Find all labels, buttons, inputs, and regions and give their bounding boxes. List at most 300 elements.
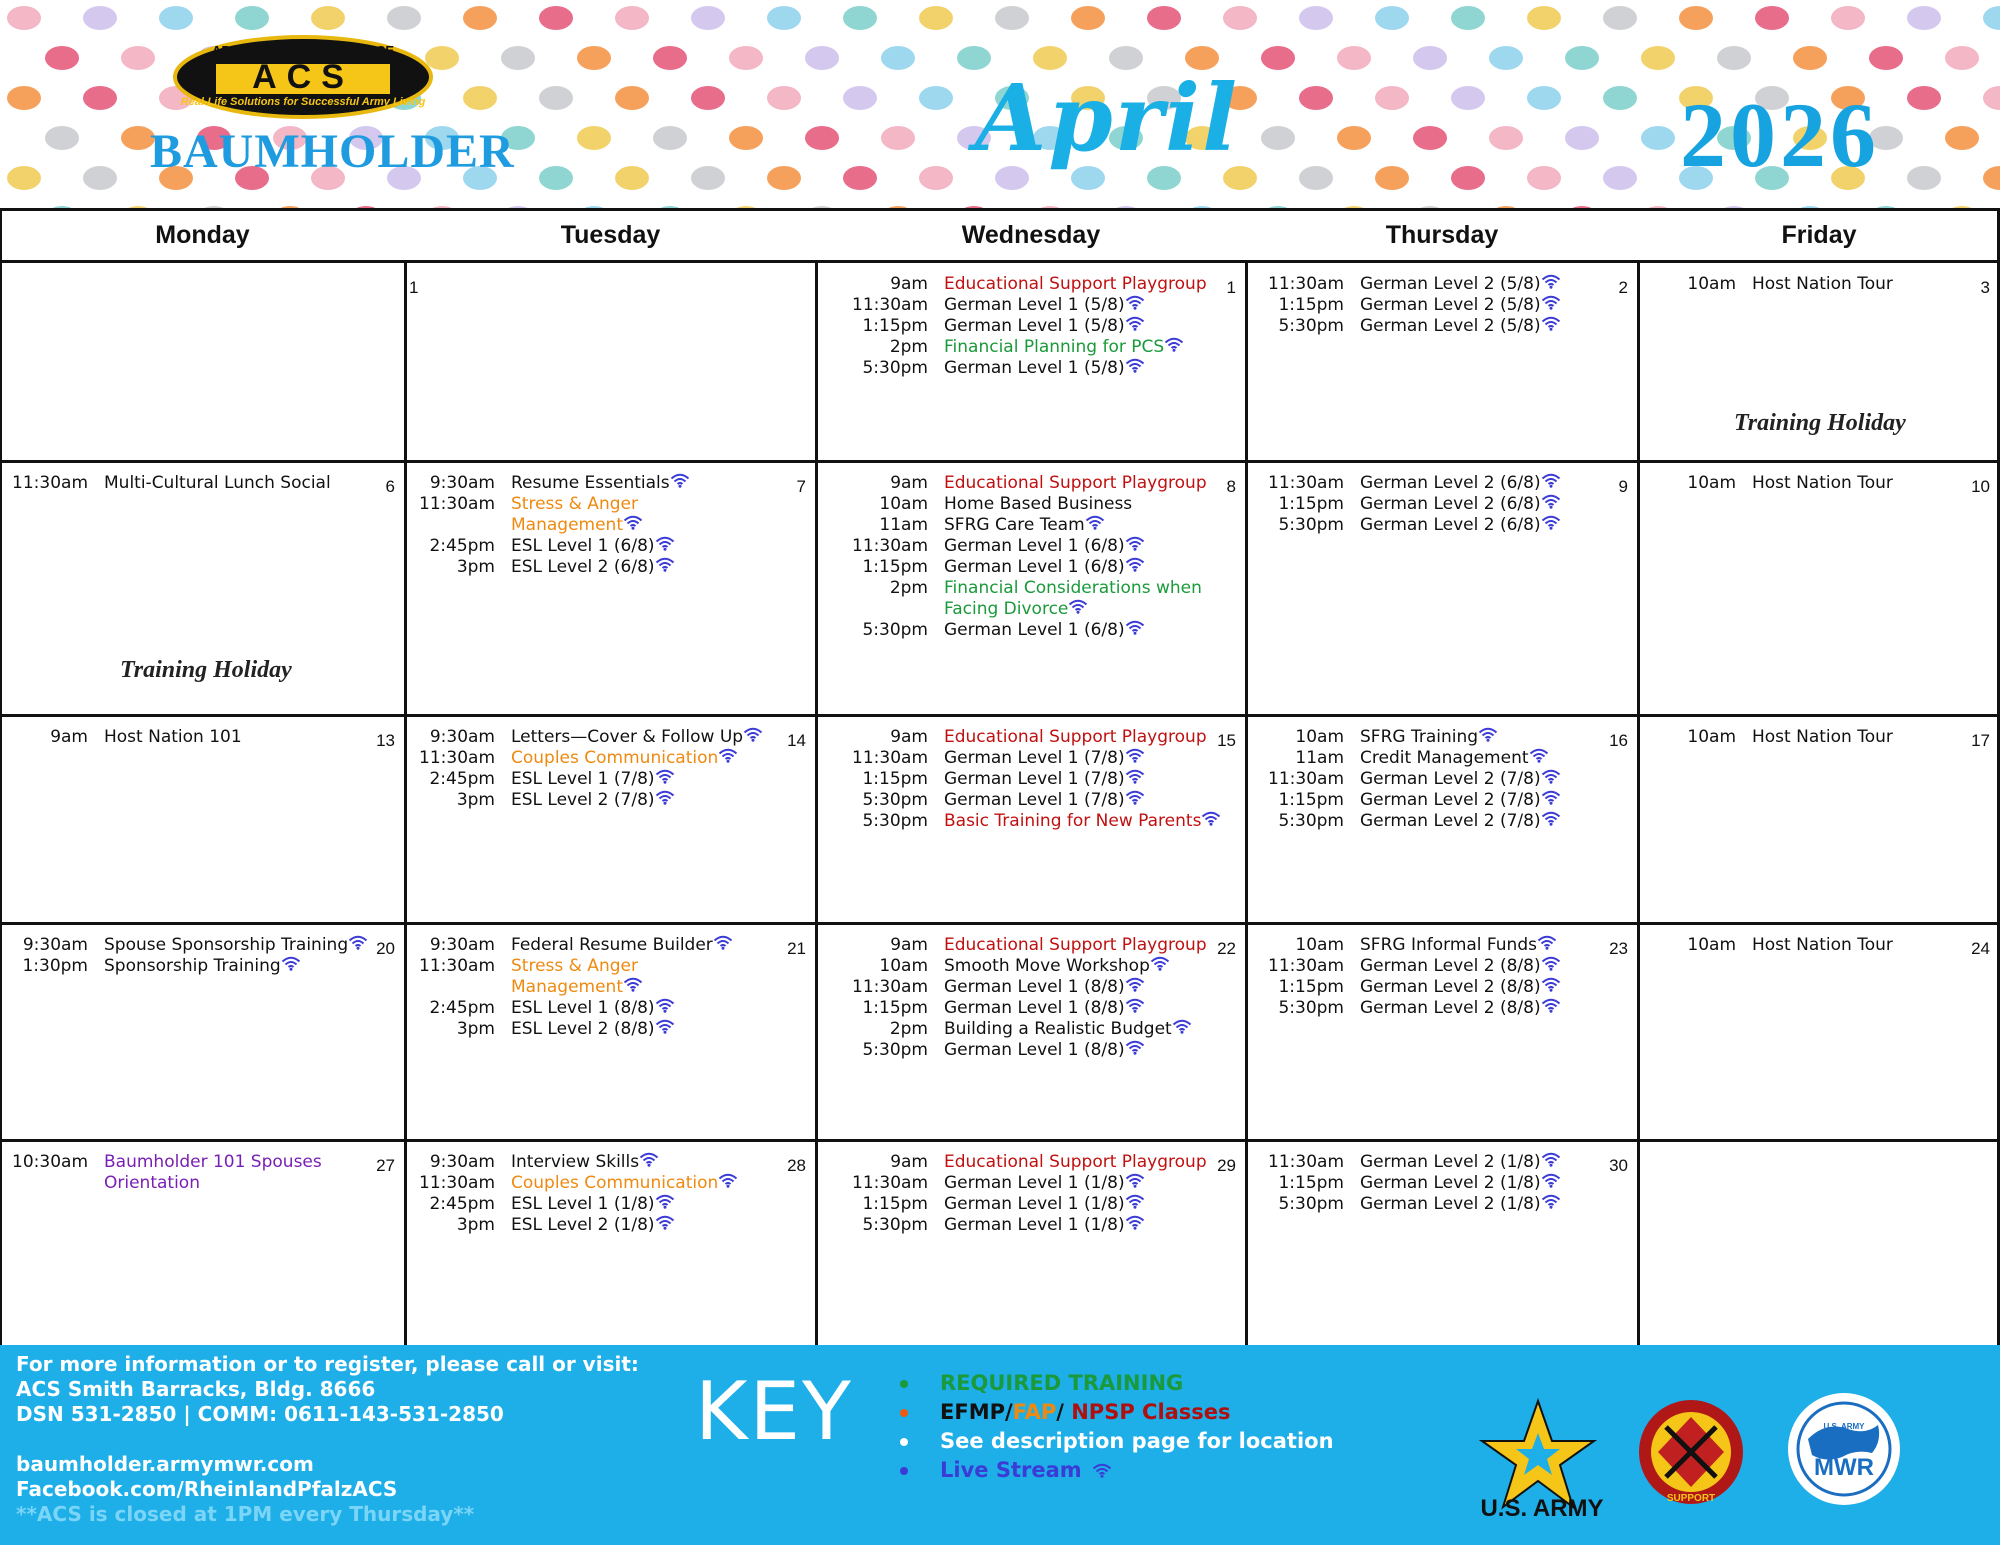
event-name: Stress & Anger bbox=[511, 956, 638, 976]
website-link[interactable]: baumholder.armymwr.com bbox=[16, 1452, 314, 1476]
event-name: Educational Support Playgroup bbox=[944, 727, 1207, 747]
day-number: 15 bbox=[1217, 731, 1236, 750]
event-item[interactable] bbox=[1246, 295, 1561, 316]
banner-dot bbox=[577, 126, 611, 150]
banner-dot bbox=[691, 6, 725, 30]
day-cell[interactable] bbox=[816, 1140, 1246, 1345]
wifi-live-stream-icon bbox=[1478, 727, 1498, 742]
banner-dot bbox=[463, 6, 497, 30]
event-time: 1:15pm bbox=[1278, 1173, 1344, 1193]
wifi-live-stream-icon bbox=[1541, 977, 1561, 992]
wifi-live-stream-icon bbox=[1541, 515, 1561, 530]
banner-dot bbox=[1337, 46, 1371, 70]
event-item[interactable] bbox=[1246, 935, 1557, 956]
event-name: German Level 1 (7/8) bbox=[944, 790, 1145, 811]
day-number: 30 bbox=[1609, 1156, 1628, 1175]
banner-dot bbox=[1261, 126, 1295, 150]
event-time: 2:45pm bbox=[429, 998, 495, 1018]
event-item[interactable] bbox=[816, 473, 1207, 494]
event-item[interactable] bbox=[1246, 769, 1561, 790]
day-cell[interactable] bbox=[1246, 715, 1638, 923]
day-number: 8 bbox=[1226, 477, 1236, 496]
event-time: 9am bbox=[890, 473, 928, 493]
event-time: 11:30am bbox=[852, 1173, 928, 1193]
event-name: Stress & Anger bbox=[511, 494, 638, 514]
banner-dot bbox=[1489, 126, 1523, 150]
day-cell[interactable] bbox=[0, 1140, 405, 1345]
event-item[interactable] bbox=[1246, 790, 1561, 811]
event-item[interactable] bbox=[405, 494, 638, 515]
wifi-live-stream-icon bbox=[1541, 811, 1561, 826]
event-item[interactable] bbox=[405, 1173, 738, 1194]
key-required: REQUIRED TRAINING bbox=[900, 1369, 1334, 1398]
event-item[interactable] bbox=[405, 977, 643, 998]
banner-dot bbox=[387, 6, 421, 30]
wifi-live-stream-icon bbox=[623, 515, 643, 530]
event-item[interactable] bbox=[1246, 274, 1561, 295]
wifi-live-stream-icon bbox=[655, 790, 675, 805]
banner-dot bbox=[1375, 6, 1409, 30]
grid-line bbox=[0, 922, 2000, 925]
day-cell[interactable] bbox=[1246, 923, 1638, 1140]
event-item[interactable] bbox=[405, 536, 675, 557]
event-name: ESL Level 2 (8/8) bbox=[511, 1019, 675, 1040]
event-item[interactable] bbox=[405, 727, 763, 748]
event-item[interactable] bbox=[816, 790, 1145, 811]
event-time: 11:30am bbox=[1268, 956, 1344, 976]
grid-line bbox=[815, 262, 818, 1345]
event-name: German Level 2 (6/8) bbox=[1360, 515, 1561, 536]
event-item[interactable] bbox=[816, 620, 1145, 641]
event-name: Facing Divorce bbox=[944, 599, 1088, 620]
event-item[interactable] bbox=[816, 1173, 1145, 1194]
event-item[interactable] bbox=[0, 956, 301, 977]
event-time: 1:15pm bbox=[862, 557, 928, 577]
day-cell[interactable] bbox=[1246, 461, 1638, 715]
wifi-live-stream-icon bbox=[1125, 977, 1145, 992]
day-cell[interactable] bbox=[405, 923, 816, 1140]
event-item[interactable] bbox=[0, 1152, 322, 1173]
wifi-live-stream-icon bbox=[1541, 790, 1561, 805]
event-name: German Level 1 (8/8) bbox=[944, 977, 1145, 998]
banner-dot bbox=[1717, 46, 1751, 70]
event-time: 11:30am bbox=[419, 748, 495, 768]
wifi-live-stream-icon bbox=[1125, 536, 1145, 551]
event-time: 1:15pm bbox=[1278, 790, 1344, 810]
wifi-live-stream-icon bbox=[1125, 998, 1145, 1013]
key-title: KEY bbox=[695, 1365, 853, 1458]
grid-line bbox=[0, 208, 2000, 211]
day-cell[interactable] bbox=[816, 461, 1246, 715]
wifi-live-stream-icon bbox=[1068, 599, 1088, 614]
event-item[interactable] bbox=[405, 1194, 675, 1215]
ims-crest-icon bbox=[1636, 1397, 1746, 1507]
event-item[interactable] bbox=[1246, 748, 1549, 769]
event-item[interactable] bbox=[816, 536, 1145, 557]
event-time: 5:30pm bbox=[1278, 1194, 1344, 1214]
event-item[interactable] bbox=[1246, 1194, 1561, 1215]
event-item[interactable] bbox=[405, 1152, 659, 1173]
event-item[interactable] bbox=[405, 998, 675, 1019]
mwr-globe-top-text: U.S. ARMY bbox=[1823, 1422, 1865, 1431]
banner-dot bbox=[1299, 86, 1333, 110]
event-time: 2:45pm bbox=[429, 536, 495, 556]
event-item[interactable] bbox=[405, 515, 643, 536]
event-name: Multi-Cultural Lunch Social bbox=[104, 473, 331, 493]
event-item[interactable] bbox=[816, 1215, 1145, 1236]
event-name: ESL Level 1 (7/8) bbox=[511, 769, 675, 790]
banner-dot bbox=[45, 126, 79, 150]
event-time: 11:30am bbox=[1268, 473, 1344, 493]
day-number: 6 bbox=[385, 477, 395, 496]
event-time: 9:30am bbox=[429, 727, 495, 747]
event-time: 11:30am bbox=[419, 1173, 495, 1193]
event-name: Host Nation Tour bbox=[1752, 274, 1893, 294]
contact-line bbox=[16, 1427, 639, 1452]
event-name: Financial Planning for PCS bbox=[944, 337, 1184, 358]
wifi-live-stream-icon bbox=[655, 557, 675, 572]
event-item[interactable] bbox=[816, 557, 1145, 578]
day-cell[interactable] bbox=[1638, 715, 2000, 923]
wifi-live-stream-icon bbox=[1150, 956, 1170, 971]
wifi-live-stream-icon bbox=[1125, 1215, 1145, 1230]
event-name: Federal Resume Builder bbox=[511, 935, 733, 956]
event-item[interactable] bbox=[816, 1194, 1145, 1215]
wifi-live-stream-icon bbox=[670, 473, 690, 488]
wifi-live-stream-icon bbox=[1541, 1194, 1561, 1209]
banner-dot bbox=[653, 46, 687, 70]
event-time: 10am bbox=[1687, 727, 1736, 747]
event-time: 2pm bbox=[889, 578, 928, 598]
event-name: ESL Level 1 (8/8) bbox=[511, 998, 675, 1019]
grid-line bbox=[1245, 262, 1248, 1345]
banner-dot bbox=[1945, 46, 1979, 70]
day-cell[interactable] bbox=[0, 923, 405, 1140]
banner-dot bbox=[159, 6, 193, 30]
event-item[interactable] bbox=[405, 769, 675, 790]
day-number: 13 bbox=[376, 731, 395, 750]
wifi-live-stream-icon bbox=[1125, 316, 1145, 331]
event-item[interactable] bbox=[1246, 494, 1561, 515]
event-item[interactable] bbox=[816, 998, 1145, 1019]
event-name: German Level 1 (6/8) bbox=[944, 557, 1145, 578]
event-item[interactable] bbox=[0, 473, 331, 494]
event-time: 9:30am bbox=[429, 935, 495, 955]
event-time: 2:45pm bbox=[429, 769, 495, 789]
event-name: German Level 1 (8/8) bbox=[944, 1040, 1145, 1061]
day-cell[interactable] bbox=[405, 262, 816, 461]
event-item[interactable] bbox=[1246, 956, 1561, 977]
event-time: 10am bbox=[1687, 935, 1736, 955]
day-cell[interactable] bbox=[405, 461, 816, 715]
event-item[interactable] bbox=[405, 790, 675, 811]
event-time: 9:30am bbox=[429, 1152, 495, 1172]
wifi-live-stream-icon bbox=[348, 935, 368, 950]
event-time: 2:45pm bbox=[429, 1194, 495, 1214]
wifi-live-stream-icon bbox=[1125, 1194, 1145, 1209]
acs-logo-tagline: Real-Life Solutions for Successful Army Living bbox=[180, 96, 426, 108]
blue-bullet-icon bbox=[900, 1467, 908, 1475]
event-name: ESL Level 2 (6/8) bbox=[511, 557, 675, 578]
event-name: German Level 2 (8/8) bbox=[1360, 998, 1561, 1019]
event-name: Couples Communication bbox=[511, 1173, 738, 1194]
day-cell[interactable] bbox=[0, 262, 405, 461]
event-name: Host Nation Tour bbox=[1752, 473, 1893, 493]
event-name: German Level 2 (5/8) bbox=[1360, 316, 1561, 337]
banner-dot bbox=[843, 166, 877, 190]
training-holiday-label: Training Holiday bbox=[1734, 410, 1906, 436]
banner-dot bbox=[1223, 6, 1257, 30]
day-cell[interactable] bbox=[1638, 262, 2000, 461]
day-number: 22 bbox=[1217, 939, 1236, 958]
day-cell[interactable] bbox=[1246, 262, 1638, 461]
event-time: 11am bbox=[1295, 748, 1344, 768]
day-cell[interactable] bbox=[405, 715, 816, 923]
event-time: 10am bbox=[1687, 274, 1736, 294]
banner-dot bbox=[501, 46, 535, 70]
event-name: Letters—Cover & Follow Up bbox=[511, 727, 763, 748]
event-item[interactable] bbox=[405, 748, 738, 769]
event-time: 5:30pm bbox=[1278, 316, 1344, 336]
day-cell[interactable] bbox=[1638, 923, 2000, 1140]
banner-dot bbox=[1755, 6, 1789, 30]
event-name: German Level 1 (7/8) bbox=[944, 748, 1145, 769]
event-item[interactable] bbox=[0, 935, 368, 956]
wifi-live-stream-icon bbox=[1125, 769, 1145, 784]
event-time: 11am bbox=[879, 515, 928, 535]
event-name: German Level 2 (1/8) bbox=[1360, 1194, 1561, 1215]
day-cell[interactable] bbox=[1638, 1140, 2000, 1345]
day-header-friday: Friday bbox=[1781, 221, 1857, 249]
key-legend bbox=[900, 1369, 1334, 1485]
wifi-live-stream-icon bbox=[1529, 748, 1549, 763]
banner-dot bbox=[1793, 46, 1827, 70]
wifi-live-stream-icon bbox=[1172, 1019, 1192, 1034]
banner-dot bbox=[1907, 166, 1941, 190]
event-name: SFRG Care Team bbox=[944, 515, 1105, 536]
contact-line: ACS Smith Barracks, Bldg. 8666 bbox=[16, 1377, 376, 1401]
banner-dot bbox=[1299, 6, 1333, 30]
banner-dot bbox=[463, 86, 497, 110]
event-item[interactable] bbox=[1638, 274, 1893, 295]
banner-dot bbox=[311, 6, 345, 30]
footer bbox=[0, 1345, 2000, 1545]
event-time: 11:30am bbox=[1268, 769, 1344, 789]
banner-dot bbox=[1261, 46, 1295, 70]
event-item[interactable] bbox=[1246, 998, 1561, 1019]
event-name: Basic Training for New Parents bbox=[944, 811, 1221, 832]
event-item[interactable] bbox=[1246, 515, 1561, 536]
wifi-live-stream-icon bbox=[623, 977, 643, 992]
key-location: See description page for location bbox=[900, 1427, 1334, 1456]
day-number: 9 bbox=[1618, 477, 1628, 496]
wifi-live-stream-icon bbox=[655, 1215, 675, 1230]
day-cell[interactable] bbox=[816, 262, 1246, 461]
banner-dot bbox=[1679, 6, 1713, 30]
event-item[interactable] bbox=[405, 1215, 675, 1236]
wifi-live-stream-icon bbox=[1541, 1173, 1561, 1188]
acs-logo-acronym: ACS bbox=[252, 58, 354, 96]
event-name: German Level 2 (8/8) bbox=[1360, 956, 1561, 977]
day-number: 24 bbox=[1971, 939, 1990, 958]
event-item[interactable] bbox=[816, 727, 1207, 748]
event-name: German Level 2 (7/8) bbox=[1360, 811, 1561, 832]
banner-dot bbox=[539, 6, 573, 30]
event-item[interactable] bbox=[816, 769, 1145, 790]
event-item[interactable] bbox=[816, 977, 1145, 998]
banner-dot bbox=[83, 6, 117, 30]
event-item[interactable] bbox=[405, 935, 733, 956]
green-bullet-icon bbox=[900, 1380, 908, 1388]
banner-dot bbox=[539, 86, 573, 110]
wifi-live-stream-icon bbox=[1541, 316, 1561, 331]
event-item[interactable] bbox=[1246, 811, 1561, 832]
event-item[interactable] bbox=[816, 515, 1105, 536]
wifi-live-stream-icon bbox=[1541, 1152, 1561, 1167]
event-name: ESL Level 2 (7/8) bbox=[511, 790, 675, 811]
event-item[interactable] bbox=[816, 295, 1145, 316]
wifi-live-stream-icon bbox=[713, 935, 733, 950]
event-name: German Level 2 (7/8) bbox=[1360, 790, 1561, 811]
event-item[interactable] bbox=[405, 557, 675, 578]
event-name: ESL Level 1 (1/8) bbox=[511, 1194, 675, 1215]
banner-dot bbox=[1869, 46, 1903, 70]
event-item[interactable] bbox=[816, 578, 1202, 599]
banner-dot bbox=[539, 166, 573, 190]
event-item[interactable] bbox=[1246, 316, 1561, 337]
event-item[interactable] bbox=[816, 748, 1145, 769]
event-item[interactable] bbox=[816, 956, 1170, 977]
facebook-link[interactable]: Facebook.com/RheinlandPfalzACS bbox=[16, 1477, 398, 1501]
grid-line bbox=[0, 260, 2000, 263]
contact-line: DSN 531-2850 | COMM: 0611-143-531-2850 bbox=[16, 1402, 504, 1426]
event-item[interactable] bbox=[816, 316, 1145, 337]
day-header-thursday: Thursday bbox=[1385, 221, 1499, 249]
event-item[interactable] bbox=[405, 473, 690, 494]
event-item[interactable] bbox=[816, 358, 1145, 379]
event-item[interactable] bbox=[1638, 473, 1893, 494]
event-item[interactable] bbox=[1638, 935, 1893, 956]
event-time: 10am bbox=[1295, 727, 1344, 747]
event-item[interactable] bbox=[816, 274, 1207, 295]
event-item[interactable] bbox=[816, 1019, 1192, 1040]
day-cell[interactable] bbox=[405, 1140, 816, 1345]
day-number: 21 bbox=[787, 939, 806, 958]
banner-dot bbox=[1147, 6, 1181, 30]
day-cell[interactable] bbox=[0, 461, 405, 715]
banner-dot bbox=[1375, 86, 1409, 110]
wifi-live-stream-icon bbox=[718, 748, 738, 763]
event-item[interactable] bbox=[816, 811, 1221, 832]
event-item[interactable] bbox=[816, 1152, 1207, 1173]
day-number: 17 bbox=[1971, 731, 1990, 750]
banner-dot bbox=[1603, 166, 1637, 190]
wifi-live-stream-icon bbox=[655, 769, 675, 784]
banner-dot bbox=[1603, 6, 1637, 30]
banner-dot bbox=[1451, 86, 1485, 110]
event-time: 1:15pm bbox=[862, 316, 928, 336]
day-cell[interactable] bbox=[816, 923, 1246, 1140]
event-name: Credit Management bbox=[1360, 748, 1549, 769]
event-name: ESL Level 2 (1/8) bbox=[511, 1215, 675, 1236]
event-item[interactable] bbox=[816, 494, 1132, 515]
event-time: 3pm bbox=[456, 1019, 495, 1039]
event-item[interactable] bbox=[0, 727, 242, 748]
wifi-live-stream-icon bbox=[1092, 1463, 1112, 1478]
event-name: Host Nation Tour bbox=[1752, 727, 1893, 747]
event-item[interactable] bbox=[1246, 473, 1561, 494]
event-time: 11:30am bbox=[419, 494, 495, 514]
closed-note: **ACS is closed at 1PM every Thursday** bbox=[16, 1502, 475, 1526]
day-cell[interactable] bbox=[1638, 461, 2000, 715]
banner-dot bbox=[83, 86, 117, 110]
event-name: Interview Skills bbox=[511, 1152, 659, 1173]
banner-dot bbox=[1451, 166, 1485, 190]
training-holiday-label: Training Holiday bbox=[120, 657, 292, 683]
banner-dot bbox=[767, 166, 801, 190]
event-item[interactable] bbox=[816, 1040, 1145, 1061]
banner-dot bbox=[1527, 6, 1561, 30]
wifi-live-stream-icon bbox=[1541, 494, 1561, 509]
event-item[interactable] bbox=[1246, 727, 1498, 748]
banner-dot bbox=[729, 46, 763, 70]
banner-dot bbox=[577, 46, 611, 70]
event-time: 3pm bbox=[456, 1215, 495, 1235]
banner-dot bbox=[1489, 46, 1523, 70]
banner-dot bbox=[805, 126, 839, 150]
event-item[interactable] bbox=[816, 337, 1184, 358]
wifi-live-stream-icon bbox=[1164, 337, 1184, 352]
event-item[interactable] bbox=[405, 956, 638, 977]
event-time: 5:30pm bbox=[862, 790, 928, 810]
event-time: 2pm bbox=[889, 337, 928, 357]
banner-dot bbox=[1907, 86, 1941, 110]
calendar-grid bbox=[0, 208, 2000, 1345]
event-item[interactable] bbox=[1246, 1152, 1561, 1173]
wifi-live-stream-icon bbox=[1541, 473, 1561, 488]
event-item[interactable] bbox=[1246, 977, 1561, 998]
day-cell[interactable] bbox=[0, 715, 405, 923]
event-time: 5:30pm bbox=[1278, 811, 1344, 831]
event-time: 1:15pm bbox=[862, 998, 928, 1018]
banner-dot bbox=[767, 6, 801, 30]
event-item[interactable] bbox=[816, 599, 1088, 620]
event-item[interactable] bbox=[0, 1173, 200, 1194]
banner-dot bbox=[1565, 46, 1599, 70]
day-number: 14 bbox=[787, 731, 806, 750]
wifi-live-stream-icon bbox=[1125, 1040, 1145, 1055]
event-item[interactable] bbox=[1638, 727, 1893, 748]
event-name: German Level 1 (1/8) bbox=[944, 1215, 1145, 1236]
event-time: 11:30am bbox=[12, 473, 88, 493]
event-time: 9:30am bbox=[429, 473, 495, 493]
day-cell[interactable] bbox=[816, 715, 1246, 923]
event-name: German Level 2 (5/8) bbox=[1360, 274, 1561, 295]
contact-line: For more information or to register, please call or visit: bbox=[16, 1352, 639, 1376]
grid-line bbox=[0, 714, 2000, 717]
event-time: 1:15pm bbox=[1278, 295, 1344, 315]
day-number: 27 bbox=[376, 1156, 395, 1175]
banner-dot bbox=[881, 126, 915, 150]
event-item[interactable] bbox=[1246, 1173, 1561, 1194]
mwr-globe-text: MWR bbox=[1814, 1454, 1874, 1481]
event-item[interactable] bbox=[816, 935, 1207, 956]
day-cell[interactable] bbox=[1246, 1140, 1638, 1345]
banner-dot bbox=[1071, 6, 1105, 30]
event-item[interactable] bbox=[405, 1019, 675, 1040]
day-number: 1 bbox=[409, 278, 419, 297]
event-name: Resume Essentials bbox=[511, 473, 690, 494]
